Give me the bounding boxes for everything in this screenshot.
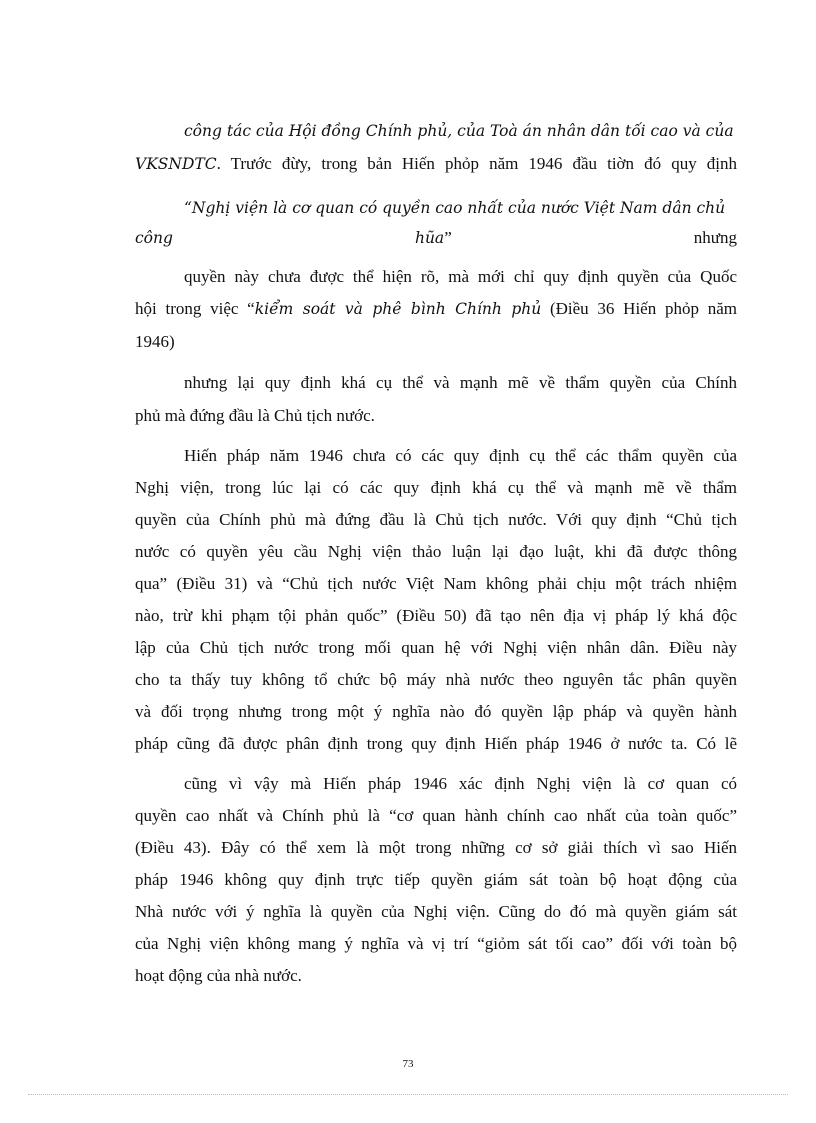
text-line: công tác của Hội đồng Chính phủ, của Toà án nhân dân tối cao và của bbox=[184, 122, 734, 140]
text-line bbox=[135, 298, 737, 320]
text-line bbox=[135, 227, 737, 249]
text-line bbox=[135, 153, 737, 175]
text-segment: ” bbox=[444, 228, 452, 247]
text-line: lập của Chủ tịch nước trong mối quan hệ với Nghị viện nhân dân. Điều này bbox=[135, 638, 737, 657]
text-italic: hũa bbox=[414, 229, 445, 247]
text-word: nhưng bbox=[693, 228, 737, 247]
footer-divider bbox=[28, 1094, 788, 1095]
text-line: 1946) bbox=[135, 332, 175, 351]
text-line: pháp cũng đã được phân định trong quy định Hiến pháp 1946 ở nước ta. Có lẽ bbox=[135, 734, 737, 753]
text-line: và đối trọng nhưng trong một ý nghĩa nào đó quyền lập pháp và quyền hành bbox=[135, 702, 737, 721]
text-line: nước có quyền yêu cầu Nghị viện thảo luận lại đạo luật, khi đã được thông bbox=[135, 542, 737, 561]
text-line: Nghị viện, trong lúc lại có các quy định khá cụ thể và mạnh mẽ về thẩm bbox=[135, 478, 737, 497]
text-segment: (Điều 36 Hiến phỏp năm bbox=[541, 299, 737, 318]
text-line: nào, trừ khi phạm tội phản quốc” (Điều 50) đã tạo nên địa vị pháp lý khá độc bbox=[135, 606, 737, 625]
text-italic: kiểm soát và phê bình Chính phủ bbox=[254, 300, 542, 318]
text-line: qua” (Điều 31) và “Chủ tịch nước Việt Nam không phải chịu một trách nhiệm bbox=[135, 574, 737, 593]
text-line: phủ mà đứng đầu là Chủ tịch nước. bbox=[135, 406, 375, 425]
page-number: 73 bbox=[402, 1058, 414, 1070]
text-line: (Điều 43). Đây có thể xem là một trong những cơ sở giải thích vì sao Hiến bbox=[135, 838, 737, 857]
text-line: cho ta thấy tuy không tổ chức bộ máy nhà nước theo nguyên tắc phân quyền bbox=[135, 670, 737, 689]
text-line: pháp 1946 không quy định trực tiếp quyền giám sát toàn bộ hoạt động của bbox=[135, 870, 737, 889]
text-line: “Nghị viện là cơ quan có quyền cao nhất của nước Việt Nam dân chủ bbox=[184, 199, 726, 217]
text-italic: VKSNDTC bbox=[135, 155, 217, 173]
text-line: của Nghị viện không mang ý nghĩa và vị trí “giỏm sát tối cao” đối với toàn bộ bbox=[135, 934, 737, 953]
text-segment: . Trước đừy, trong bản Hiến phỏp năm 1946 đầu tiờn đó quy định bbox=[216, 154, 737, 173]
text-line: Hiến pháp năm 1946 chưa có các quy định cụ thể các thẩm quyền của bbox=[184, 446, 737, 465]
text-word bbox=[415, 227, 452, 249]
text-line: cũng vì vậy mà Hiến pháp 1946 xác định Nghị viện là cơ quan có bbox=[184, 774, 737, 793]
text-line: quyền cao nhất và Chính phủ là “cơ quan hành chính cao nhất của toàn quốc” bbox=[135, 806, 737, 825]
text-word: công bbox=[135, 229, 173, 247]
text-line: quyền của Chính phủ mà đứng đầu là Chủ tịch nước. Với quy định “Chủ tịch bbox=[135, 510, 737, 529]
text-line: Nhà nước với ý nghĩa là quyền của Nghị viện. Cũng do đó mà quyền giám sát bbox=[135, 902, 737, 921]
text-line: hoạt động của nhà nước. bbox=[135, 966, 302, 985]
text-line: nhưng lại quy định khá cụ thể và mạnh mẽ về thẩm quyền của Chính bbox=[184, 373, 737, 392]
text-line: quyền này chưa được thể hiện rõ, mà mới chỉ quy định quyền của Quốc bbox=[184, 267, 737, 286]
text-segment: hội trong việc “ bbox=[135, 299, 255, 318]
